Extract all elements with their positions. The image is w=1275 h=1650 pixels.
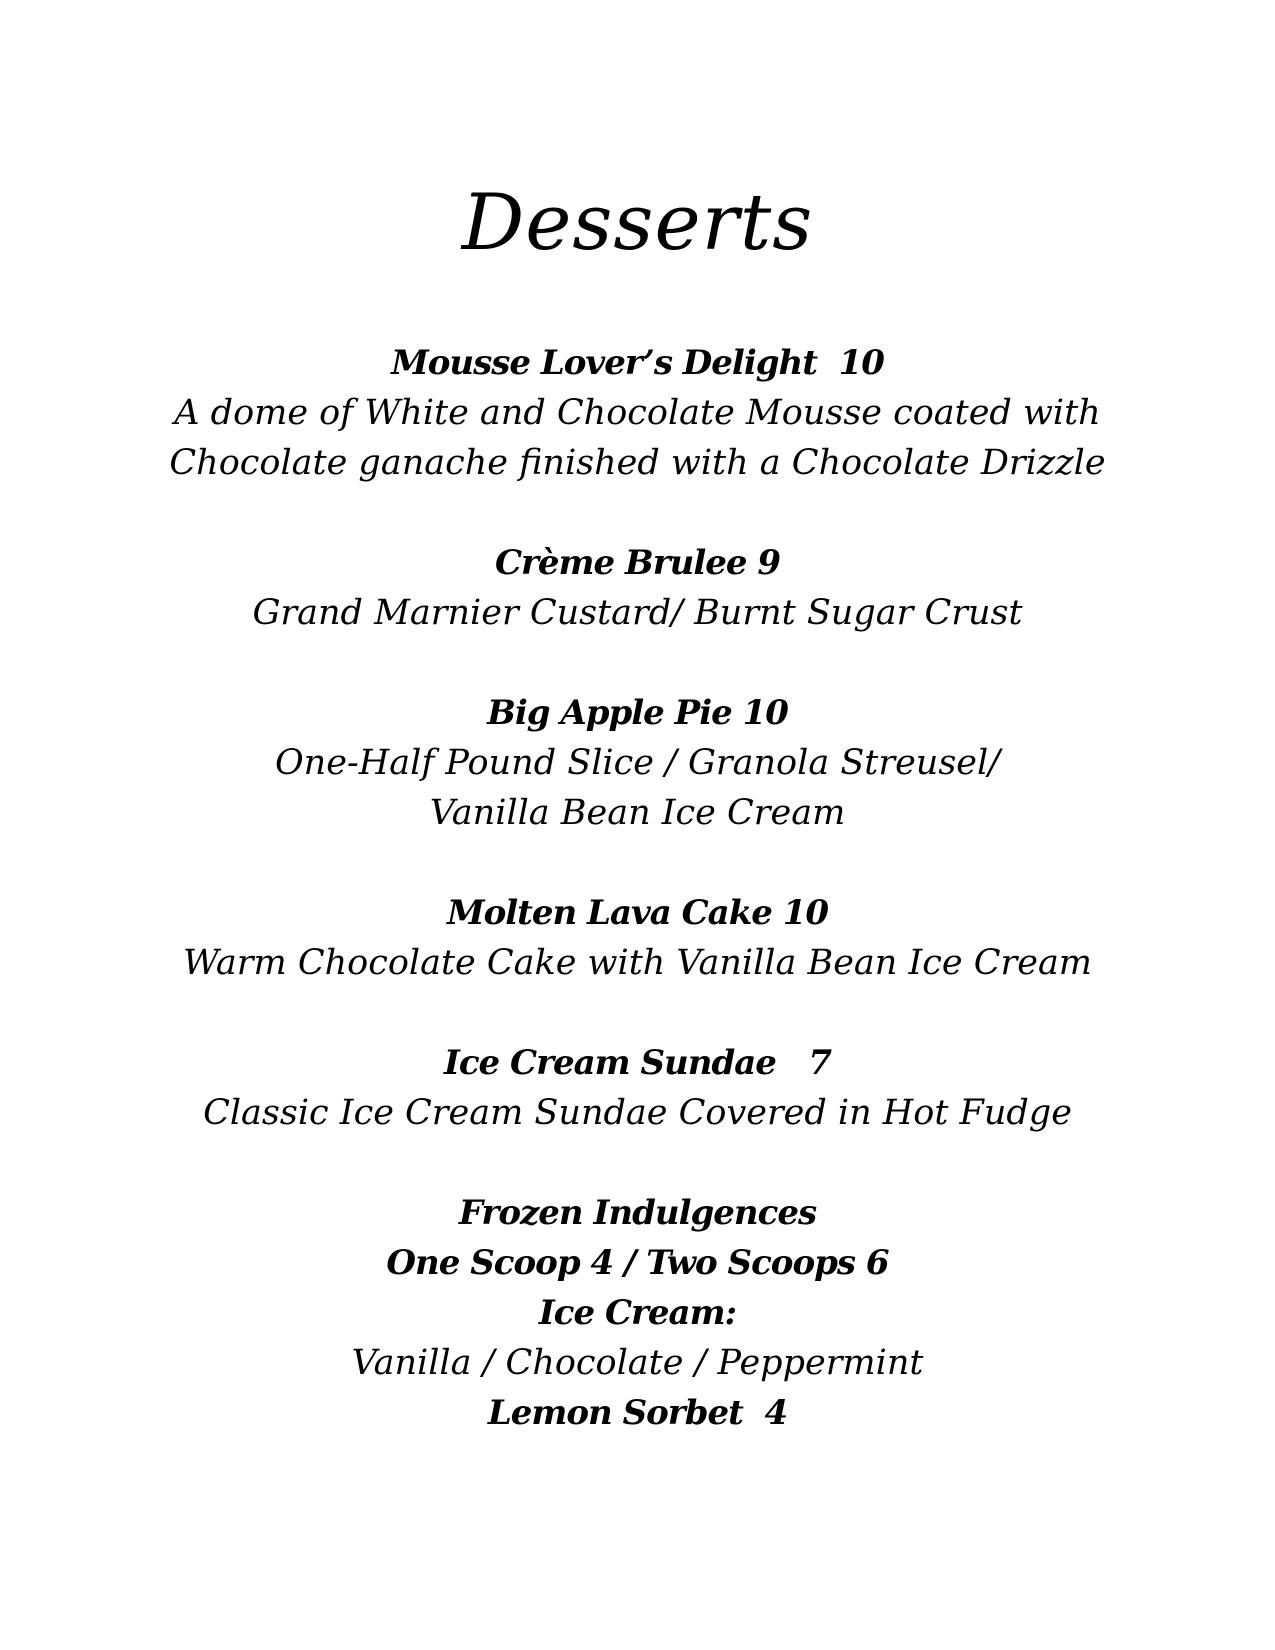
menu-item-creme-brulee bbox=[0, 538, 1275, 638]
item-name: Molten Lava Cake 10 bbox=[446, 893, 829, 933]
page-title: Desserts bbox=[461, 178, 814, 268]
dessert-menu bbox=[0, 338, 1275, 1488]
item-description-line: Chocolate ganache finished with a Chocolate Drizzle bbox=[169, 443, 1106, 483]
item-name: Crème Brulee 9 bbox=[494, 543, 781, 583]
item-name: Mousse Lover’s Delight 10 bbox=[391, 343, 884, 383]
item-name: Ice Cream Sundae 7 bbox=[443, 1043, 832, 1083]
item-description-line: Classic Ice Cream Sundae Covered in Hot Fudge bbox=[203, 1093, 1072, 1133]
item-description-line: Grand Marnier Custard/ Burnt Sugar Crust bbox=[252, 593, 1023, 633]
ice-cream-label: Ice Cream: bbox=[538, 1293, 737, 1333]
item-description-line: A dome of White and Chocolate Mousse coated with bbox=[174, 393, 1101, 433]
frozen-heading: Frozen Indulgences bbox=[458, 1193, 817, 1233]
menu-item-mousse bbox=[0, 338, 1275, 488]
item-description-line: One-Half Pound Slice / Granola Streusel/ bbox=[274, 743, 1001, 783]
menu-item-frozen-indulgences bbox=[0, 1188, 1275, 1438]
item-description-line: Vanilla Bean Ice Cream bbox=[429, 793, 846, 833]
menu-item-sundae bbox=[0, 1038, 1275, 1138]
menu-item-apple-pie bbox=[0, 688, 1275, 838]
menu-item-lava-cake bbox=[0, 888, 1275, 988]
lemon-sorbet: Lemon Sorbet 4 bbox=[487, 1393, 788, 1433]
ice-cream-flavors: Vanilla / Chocolate / Peppermint bbox=[351, 1343, 924, 1383]
scoop-prices: One Scoop 4 / Two Scoops 6 bbox=[386, 1243, 889, 1283]
item-name: Big Apple Pie 10 bbox=[487, 693, 788, 733]
item-description-line: Warm Chocolate Cake with Vanilla Bean Ice Cream bbox=[182, 943, 1092, 983]
